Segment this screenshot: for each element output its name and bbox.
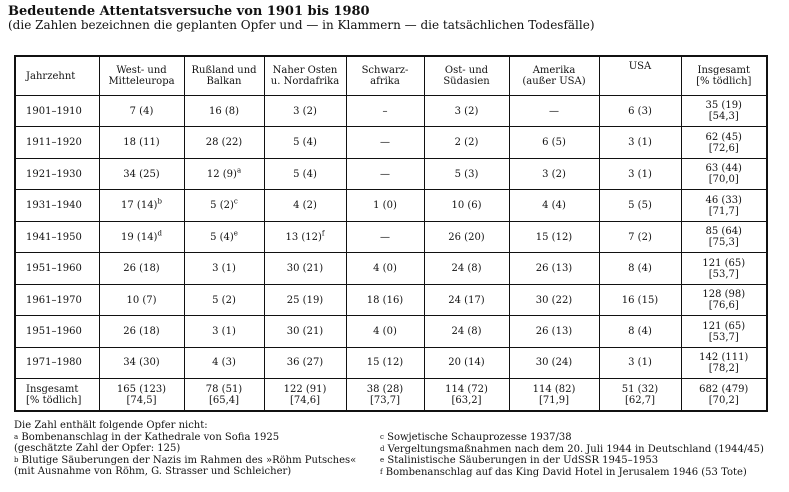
- value-cell: [99, 316, 184, 347]
- value-cell: [424, 221, 509, 252]
- footnote-text: (geschätzte Zahl der Opfer: 125): [14, 443, 181, 454]
- decade-label: 1901–1910: [26, 105, 82, 117]
- value-cell: [99, 284, 184, 315]
- cell-value: 20 (14): [448, 357, 485, 369]
- cell-value: 85 (64): [705, 226, 742, 238]
- footnote-text: Sowjetische Schauprozesse 1937/38: [387, 432, 572, 443]
- footnote-line: [14, 466, 356, 478]
- footnote-marker: a: [14, 432, 19, 441]
- cell-percent: [70,0]: [708, 174, 739, 186]
- cell-percent: [75,3]: [708, 237, 739, 249]
- cell-value: 28 (22): [205, 137, 243, 149]
- cell-percent: [78,2]: [708, 362, 739, 374]
- value-cell: [184, 127, 264, 158]
- cell-value: 26 (20): [448, 231, 485, 243]
- cell-value: 10 (7): [126, 294, 157, 306]
- value-cell: [264, 96, 346, 127]
- decade-label: 1951–1960: [26, 263, 82, 275]
- cell-value: 3 (1): [628, 168, 652, 180]
- page-title: Bedeutende Attentatsversuche von 1901 bis 1980: [8, 4, 370, 19]
- value-cell: [424, 158, 509, 189]
- cell-value: 17 (14): [121, 200, 158, 212]
- cell-percent: [62,7]: [624, 394, 656, 406]
- cell-value: 4 (4): [542, 200, 566, 212]
- cell-percent: [71,9]: [538, 394, 570, 406]
- value-cell: [599, 96, 681, 127]
- cell-value: 5 (5): [628, 200, 652, 212]
- value-cell: [681, 347, 767, 378]
- value-cell: [681, 127, 767, 158]
- decade-cell: [15, 284, 99, 315]
- cell-value: 3 (1): [628, 137, 652, 149]
- footnote-marker: a: [236, 166, 242, 175]
- footnote-line: [14, 455, 356, 467]
- cell-value: 8 (4): [628, 263, 652, 275]
- cell-value: 16 (8): [208, 105, 240, 117]
- value-cell: [184, 379, 264, 411]
- header-label: West- und: [116, 65, 167, 76]
- value-cell: [346, 158, 424, 189]
- cell-value: 114 (72): [445, 383, 488, 395]
- cell-value: 121 (65): [702, 257, 746, 269]
- footnote-marker: c: [233, 197, 238, 206]
- cell-value: 34 (25): [123, 168, 160, 180]
- cell-value: 18 (16): [366, 294, 404, 306]
- cell-value: 6 (5): [542, 137, 566, 149]
- value-cell: [99, 253, 184, 284]
- footnote-marker: d: [157, 229, 162, 238]
- value-cell: [599, 190, 681, 221]
- value-cell: [599, 347, 681, 378]
- header-decade: [15, 56, 99, 96]
- cell-value: 1 (0): [373, 200, 397, 212]
- cell-percent: [72,6]: [708, 142, 739, 154]
- header-label: Rußland und: [191, 65, 257, 76]
- footnote-text: Stalinistische Säuberungen in der UdSSR 1945–1953: [387, 455, 659, 466]
- cell-value: 128 (98): [702, 289, 746, 301]
- value-cell: [599, 253, 681, 284]
- value-cell: [99, 190, 184, 221]
- cell-value: —: [380, 231, 390, 243]
- cell-value: 5 (4): [210, 231, 234, 243]
- value-cell: [184, 96, 264, 127]
- value-cell: [509, 221, 599, 252]
- cell-percent: [65,4]: [208, 394, 240, 406]
- cell-value: 114 (82): [532, 383, 576, 395]
- cell-value: 30 (24): [535, 357, 573, 369]
- value-cell: [184, 221, 264, 252]
- decade-label: 1911–1920: [26, 137, 82, 149]
- footnote-line: [380, 455, 764, 467]
- header-label: Amerika: [532, 65, 576, 76]
- cell-value: 26 (18): [123, 326, 160, 338]
- cell-value: 3 (2): [293, 105, 317, 117]
- cell-percent: [73,7]: [369, 394, 401, 406]
- value-cell: [264, 316, 346, 347]
- value-cell: [509, 379, 599, 411]
- value-cell: [99, 221, 184, 252]
- footnote-marker: d: [380, 444, 385, 453]
- cell-value: 30 (21): [286, 263, 324, 275]
- cell-value: 35 (19): [705, 100, 742, 112]
- total-row: [15, 379, 767, 411]
- cell-value: 3 (2): [542, 168, 566, 180]
- header-total: [681, 56, 767, 96]
- header-label: Naher Osten: [272, 65, 338, 76]
- value-cell: [346, 379, 424, 411]
- table-row: [15, 96, 767, 127]
- cell-value: 34 (30): [123, 357, 160, 369]
- decade-sublabel: [% tödlich]: [26, 394, 82, 406]
- cell-value: 26 (13): [535, 263, 573, 275]
- value-cell: [424, 379, 509, 411]
- footnote-line: [14, 443, 356, 455]
- footnote-marker: f: [321, 229, 325, 238]
- value-cell: [346, 190, 424, 221]
- decade-cell: [15, 379, 99, 411]
- footnote-text: Blutige Säuberungen der Nazis im Rahmen des »Röhm Putsches«: [21, 454, 357, 466]
- decade-label: Insgesamt: [26, 383, 79, 395]
- footnote-line: [380, 467, 764, 479]
- cell-value: 78 (51): [205, 383, 243, 395]
- value-cell: [509, 158, 599, 189]
- table-row: [15, 284, 767, 315]
- header-east-south-asia: [424, 56, 509, 96]
- cell-value: 24 (17): [448, 294, 485, 306]
- cell-percent: [70,2]: [708, 394, 739, 406]
- cell-value: 6 (3): [628, 105, 652, 117]
- cell-value: 16 (15): [621, 294, 659, 306]
- decade-label: 1931–1940: [26, 200, 82, 212]
- cell-value: 5 (4): [293, 168, 317, 180]
- footnote-text: Vergeltungsmaßnahmen nach dem 20. Juli 1944 in Deutschland (1944/45): [387, 443, 764, 455]
- value-cell: [509, 190, 599, 221]
- value-cell: [346, 96, 424, 127]
- cell-value: 4 (0): [373, 263, 397, 275]
- header-row: [15, 56, 767, 96]
- cell-value: 10 (6): [451, 200, 482, 212]
- cell-value: 5 (2): [210, 200, 234, 212]
- cell-value: 19 (14): [121, 231, 158, 243]
- decade-label: 1971–1980: [26, 357, 82, 369]
- decade-label: 1951–1960: [26, 326, 82, 338]
- value-cell: [184, 347, 264, 378]
- cell-value: 5 (2): [212, 294, 236, 306]
- decade-label: 1941–1950: [26, 231, 82, 243]
- value-cell: [424, 253, 509, 284]
- value-cell: [599, 316, 681, 347]
- header-label: [% tödlich]: [696, 76, 752, 87]
- cell-value: 3 (1): [628, 357, 652, 369]
- value-cell: [184, 253, 264, 284]
- value-cell: [99, 379, 184, 411]
- header-label: afrika: [370, 76, 400, 87]
- decade-cell: [15, 190, 99, 221]
- value-cell: [264, 379, 346, 411]
- value-cell: [184, 284, 264, 315]
- table-row: [15, 127, 767, 158]
- cell-value: 121 (65): [702, 320, 746, 332]
- cell-value: 26 (18): [123, 263, 160, 275]
- value-cell: [99, 127, 184, 158]
- cell-value: 122 (91): [283, 383, 327, 395]
- cell-value: —: [380, 168, 390, 180]
- footnote-intro: Die Zahl enthält folgende Opfer nicht:: [14, 420, 208, 431]
- value-cell: [599, 158, 681, 189]
- table-row: [15, 158, 767, 189]
- value-cell: [681, 158, 767, 189]
- cell-value: 3 (1): [212, 326, 236, 338]
- cell-value: 24 (8): [451, 263, 482, 275]
- cell-value: 46 (33): [705, 194, 742, 206]
- cell-value: 63 (44): [705, 163, 742, 175]
- cell-value: 36 (27): [286, 357, 324, 369]
- header-russia-balkan: [184, 56, 264, 96]
- assassination-table: [14, 55, 768, 412]
- value-cell: [264, 347, 346, 378]
- cell-value: 3 (1): [212, 263, 236, 275]
- cell-value: 62 (45): [705, 131, 742, 143]
- decade-cell: [15, 221, 99, 252]
- header-america: [509, 56, 599, 96]
- cell-value: 142 (111): [699, 351, 749, 363]
- footnotes-left: [14, 420, 356, 478]
- header-label: Mitteleuropa: [108, 76, 175, 87]
- cell-value: 15 (12): [366, 357, 404, 369]
- table-row: [15, 253, 767, 284]
- cell-value: 3 (2): [454, 105, 479, 117]
- cell-value: 24 (8): [451, 326, 482, 338]
- cell-percent: [71,7]: [708, 205, 739, 217]
- table-row: [15, 190, 767, 221]
- cell-value: 165 (123): [116, 383, 167, 395]
- value-cell: [599, 284, 681, 315]
- cell-value: 7 (4): [129, 105, 154, 117]
- page-subtitle: (die Zahlen bezeichnen die geplanten Opfer und — in Klammern — die tatsächlichen Todesfälle): [8, 18, 595, 32]
- footnote-marker: e: [380, 456, 385, 464]
- cell-value: 18 (11): [123, 137, 160, 149]
- value-cell: [99, 158, 184, 189]
- header-label: Ost- und: [444, 65, 489, 76]
- header-label: Balkan: [206, 76, 242, 87]
- footnote-text: Bombenanschlag auf das King David Hotel in Jerusalem 1946 (53 Tote): [385, 466, 747, 478]
- value-cell: [509, 316, 599, 347]
- cell-value: 38 (28): [366, 383, 404, 395]
- header-label: Jahrzehnt: [26, 70, 76, 82]
- value-cell: [681, 221, 767, 252]
- value-cell: [184, 316, 264, 347]
- cell-percent: [54,3]: [708, 111, 739, 123]
- cell-value: 8 (4): [628, 326, 652, 338]
- footnote-line: [14, 432, 356, 444]
- cell-value: —: [549, 105, 559, 117]
- value-cell: [346, 284, 424, 315]
- value-cell: [264, 127, 346, 158]
- footnote-text: (mit Ausnahme von Röhm, G. Strasser und Schleicher): [14, 466, 292, 477]
- value-cell: [264, 253, 346, 284]
- decade-cell: [15, 96, 99, 127]
- cell-percent: [76,6]: [708, 300, 739, 312]
- cell-percent: [74,5]: [126, 394, 157, 406]
- cell-value: 682 (479): [699, 383, 749, 395]
- decade-cell: [15, 316, 99, 347]
- value-cell: [424, 347, 509, 378]
- header-west-europe: [99, 56, 184, 96]
- value-cell: [264, 158, 346, 189]
- cell-value: 7 (2): [628, 231, 652, 243]
- cell-value: 15 (12): [535, 231, 573, 243]
- value-cell: [99, 347, 184, 378]
- value-cell: [681, 379, 767, 411]
- footnote-marker: b: [14, 455, 19, 464]
- value-cell: [681, 96, 767, 127]
- decade-label: 1921–1930: [26, 168, 82, 180]
- footnote-text: Bombenanschlag in der Kathedrale von Sofia 1925: [21, 431, 280, 443]
- decade-cell: [15, 127, 99, 158]
- value-cell: [509, 127, 599, 158]
- decade-cell: [15, 253, 99, 284]
- value-cell: [509, 347, 599, 378]
- header-usa: [599, 56, 681, 96]
- value-cell: [509, 253, 599, 284]
- table-row: [15, 316, 767, 347]
- cell-value: 4 (2): [293, 200, 317, 212]
- value-cell: [264, 221, 346, 252]
- header-label: Insgesamt: [697, 65, 750, 76]
- table-row: [15, 347, 767, 378]
- cell-value: 30 (22): [535, 294, 573, 306]
- value-cell: [424, 127, 509, 158]
- cell-value: 25 (19): [286, 294, 324, 306]
- footnote-marker: e: [233, 229, 238, 238]
- value-cell: [99, 96, 184, 127]
- header-near-east: [264, 56, 346, 96]
- value-cell: [509, 96, 599, 127]
- cell-percent: [74,6]: [289, 394, 321, 406]
- value-cell: [184, 158, 264, 189]
- value-cell: [599, 379, 681, 411]
- footnote-line: [380, 432, 764, 444]
- value-cell: [184, 190, 264, 221]
- cell-value: 26 (13): [535, 326, 573, 338]
- footnotes-right: [380, 432, 764, 478]
- footnote-marker: b: [157, 197, 162, 206]
- value-cell: [424, 96, 509, 127]
- value-cell: [681, 284, 767, 315]
- cell-value: 4 (0): [373, 326, 397, 338]
- footnote-marker: f: [380, 467, 383, 476]
- value-cell: [424, 190, 509, 221]
- decade-label: 1961–1970: [26, 294, 82, 306]
- cell-percent: [63,2]: [451, 394, 482, 406]
- cell-value: 12 (9): [206, 168, 237, 180]
- value-cell: [599, 221, 681, 252]
- value-cell: [264, 284, 346, 315]
- cell-percent: [53,7]: [708, 331, 739, 343]
- value-cell: [681, 316, 767, 347]
- header-black-africa: [346, 56, 424, 96]
- cell-value: 30 (21): [286, 326, 324, 338]
- value-cell: [346, 253, 424, 284]
- value-cell: [509, 284, 599, 315]
- cell-value: 51 (32): [621, 383, 659, 395]
- value-cell: [424, 284, 509, 315]
- cell-value: —: [380, 137, 390, 149]
- value-cell: [346, 316, 424, 347]
- header-label: (außer USA): [522, 76, 586, 87]
- cell-value: 13 (12): [285, 231, 322, 243]
- footnote-marker: c: [380, 433, 384, 441]
- value-cell: [264, 190, 346, 221]
- cell-value: 4 (3): [212, 357, 236, 369]
- header-label: Schwarz-: [361, 65, 409, 76]
- value-cell: [346, 347, 424, 378]
- value-cell: [599, 127, 681, 158]
- header-label: u. Nordafrika: [270, 76, 340, 87]
- cell-value: 5 (4): [293, 137, 317, 149]
- cell-value: 5 (3): [454, 168, 479, 180]
- cell-value: –: [382, 105, 388, 117]
- header-label: Südasien: [443, 76, 490, 87]
- header-label: USA: [628, 61, 652, 72]
- footnote-line: [380, 444, 764, 456]
- decade-cell: [15, 158, 99, 189]
- cell-percent: [53,7]: [708, 268, 739, 280]
- value-cell: [681, 253, 767, 284]
- value-cell: [681, 190, 767, 221]
- table-row: [15, 221, 767, 252]
- cell-value: 2 (2): [454, 137, 479, 149]
- decade-cell: [15, 347, 99, 378]
- value-cell: [346, 221, 424, 252]
- value-cell: [424, 316, 509, 347]
- value-cell: [346, 127, 424, 158]
